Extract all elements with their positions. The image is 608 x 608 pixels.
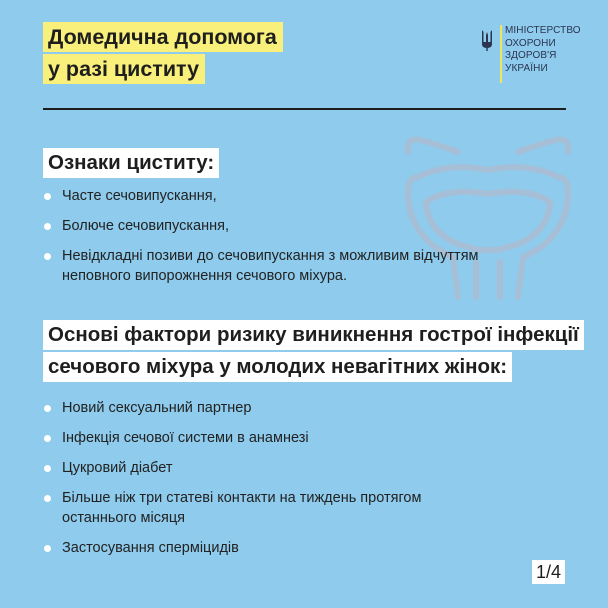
bullet-dot-icon: [44, 545, 51, 552]
bullet-dot-icon: [44, 193, 51, 200]
bullet-dot-icon: [44, 405, 51, 412]
risk-factors-heading: [43, 320, 584, 382]
page-number: 1/4: [532, 560, 565, 584]
list-item-text: Застосування сперміцидів: [62, 540, 239, 556]
logo-line: МІНІСТЕРСТВО: [505, 25, 581, 36]
logo-text: [505, 25, 581, 75]
list-item: [44, 398, 544, 418]
risk-factors-list: [44, 398, 544, 568]
bullet-dot-icon: [44, 495, 51, 502]
list-item: [44, 186, 544, 206]
logo-line: УКРАЇНИ: [505, 62, 548, 74]
trident-icon: [481, 29, 493, 51]
list-item: [44, 488, 482, 528]
list-item: [44, 216, 544, 236]
list-item-text: Новий сексуальний партнер: [62, 400, 252, 416]
title-line-2: у разі циститу: [43, 54, 205, 84]
symptoms-heading: [43, 148, 219, 178]
list-item-text: Невідкладні позиви до сечовипускання з можливим відчуттям неповного випорожнення сечового міхура.: [62, 248, 479, 284]
header-divider: [43, 108, 566, 110]
page-title: [43, 22, 283, 84]
logo-divider: [500, 25, 502, 83]
logo-line: ЗДОРОВ'Я: [505, 50, 557, 61]
bullet-dot-icon: [44, 435, 51, 442]
list-item-text: Часте сечовипускання,: [62, 188, 217, 204]
list-item-text: Більше ніж три статеві контакти на тиждень протягом останнього місяця: [62, 490, 422, 526]
bullet-dot-icon: [44, 253, 51, 260]
bullet-dot-icon: [44, 223, 51, 230]
list-item: [44, 428, 544, 448]
list-item: [44, 538, 544, 558]
title-line-1: Домедична допомога: [43, 22, 283, 52]
logo-line: ОХОРОНИ: [505, 37, 556, 49]
list-item-text: Цукровий діабет: [62, 460, 173, 476]
list-item: [44, 246, 544, 286]
list-item-text: Інфекція сечової системи в анамнезі: [62, 430, 309, 446]
list-item-text: Болюче сечовипускання,: [62, 218, 229, 234]
risk-heading-line-2: сечового міхура у молодих невагітних жінок:: [43, 352, 512, 382]
risk-heading-line-1: Основі фактори ризику виникнення гострої інфекції: [43, 320, 584, 350]
symptoms-heading-text: Ознаки циститу:: [43, 148, 219, 178]
bullet-dot-icon: [44, 465, 51, 472]
symptoms-list: [44, 186, 544, 296]
list-item: [44, 458, 544, 478]
